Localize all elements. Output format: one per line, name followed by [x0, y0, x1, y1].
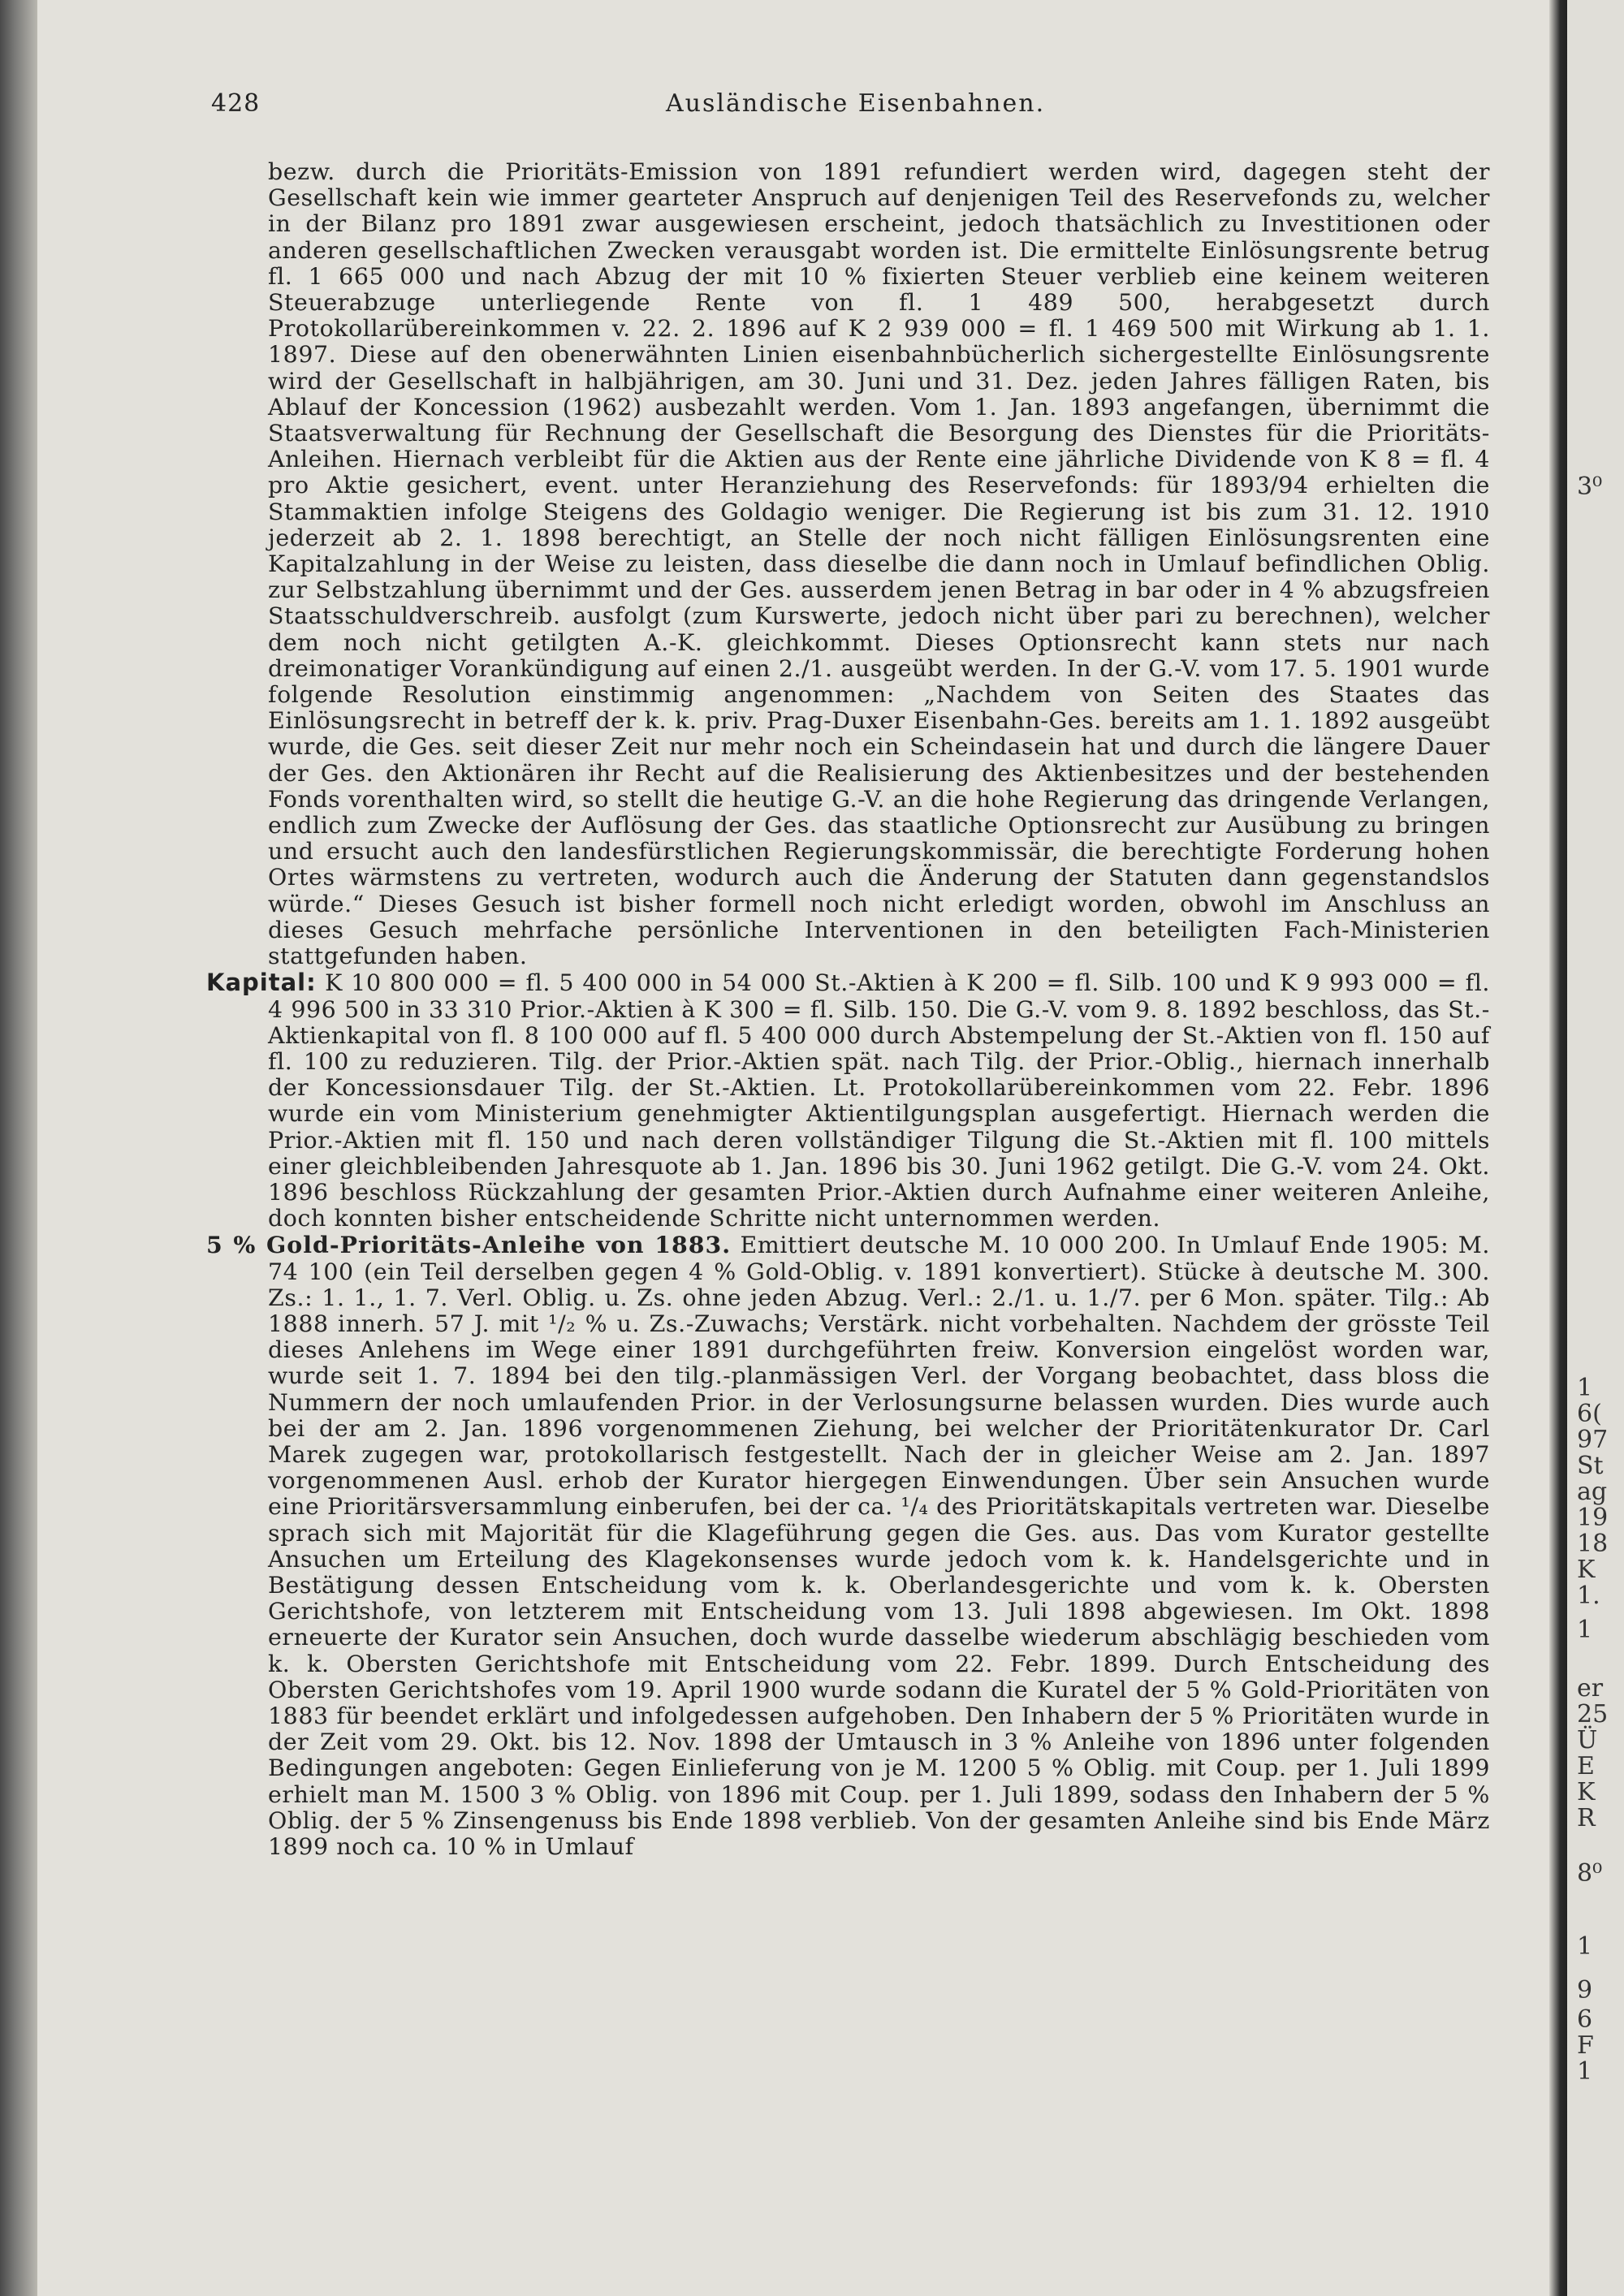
next-page-fragment: 1	[1577, 1616, 1593, 1644]
next-page-fragment: Ü	[1577, 1726, 1598, 1754]
next-page-fragment: 18	[1577, 1530, 1609, 1558]
section-gold-anleihe	[206, 1231, 1490, 1860]
next-page-fragment: 1	[1577, 1374, 1593, 1402]
next-page-fragment: St	[1577, 1452, 1604, 1480]
next-page-fragment: ag	[1577, 1478, 1608, 1506]
book-binding-left	[0, 0, 37, 2296]
next-page-fragment: K	[1577, 1778, 1596, 1806]
next-page-fragment: 8⁰	[1577, 1859, 1603, 1888]
next-page-fragment: R	[1577, 1804, 1596, 1832]
kapital-text: K 10 800 000 = fl. 5 400 000 in 54 000 St.-Aktien à K 200 = fl. Silb. 100 und K 9 993 000 = fl. 4 996 500 in 33 310 Prior.-Aktien à K 300 = fl. Silb. 150. Die G.-V. vom 9. 8. 1892 beschloss, das St.-Aktienkapital von fl. 8 100 000 auf fl. 5 400 000 durch Abstempelung der St.-Aktien von fl. 150 auf fl. 100 zu reduzieren. Tilg. der Prior.-Aktien spät. nach Tilg. der Prior.-Oblig., hiernach innerhalb der Koncessionsdauer Tilg. der St.-Aktien. Lt. Protokollarübereinkommen vom 22. Febr. 1896 wurde ein vom Ministerium genehmigter Aktientilgungsplan ausgefertigt. Hiernach werden die Prior.-Aktien mit fl. 150 und nach deren vollständiger Tilgung die St.-Aktien mit fl. 100 mittels einer gleichbleibenden Jahresquote ab 1. Jan. 1896 bis 30. Juni 1962 getilgt. Die G.-V. vom 24. Okt. 1896 beschloss Rückzahlung der gesamten Prior.-Aktien durch Aufnahme einer weiteren Anleihe, doch konnten bisher entscheidende Schritte nicht unternommen werden.	[268, 969, 1490, 1232]
next-page-fragment: 6	[1577, 2005, 1593, 2034]
next-page-fragment: er	[1577, 1674, 1604, 1703]
page-number: 428	[211, 89, 261, 118]
next-page-fragment: 1	[1577, 2057, 1593, 2086]
kapital-label: Kapital:	[206, 969, 317, 997]
next-page-fragment: 6(	[1577, 1400, 1602, 1428]
section-kapital	[206, 969, 1490, 1232]
body-text	[206, 158, 1490, 1860]
next-page-fragment: E	[1577, 1752, 1595, 1780]
gold-anleihe-text: Emittiert deutsche M. 10 000 200. In Umlauf Ende 1905: M. 74 100 (ein Teil derselben gegen 4 % Gold-Oblig. v. 1891 konvertiert). Stücke à deutsche M. 300. Zs.: 1. 1., 1. 7. Verl. Oblig. u. Zs. ohne jeden Abzug. Verl.: 2./1. u. 1./7. per 6 Mon. später. Tilg.: Ab 1888 innerh. 57 J. mit ¹/₂ % u. Zs.-Zuwachs; Verstärk. nicht vorbehalten. Nachdem der grösste Teil dieses Anlehens im Wege einer 1891 durchgeführten freiw. Konversion eingelöst worden war, wurde seit 1. 7. 1894 bei den tilg.-planmässigen Verl. der Vorgang beobachtet, dass bloss die Nummern der noch umlaufenden Prior. in der Verlosungsurne belassen wurden. Dies wurde auch bei der am 2. Jan. 1896 vorgenommenen Ziehung, bei welcher der Prioritätenkurator Dr. Carl Marek zugegen war, protokollarisch festgestellt. Nach der in gleicher Weise am 2. Jan. 1897 vorgenommenen Ausl. erhob der Kurator hiergegen Einwendungen. Über sein Ansuchen wurde eine Prioritärsversammlung einberufen, bei der ca. ¹/₄ des Prioritätskapitals vertreten war. Dieselbe sprach sich mit Majorität für die Klageführung gegen die Ges. aus. Das vom Kurator gestellte Ansuchen um Erteilung des Klagekonsenses wurde jedoch vom k. k. Handelsgerichte und in Bestätigung dessen Entscheidung vom k. k. Oberlandesgerichte und vom k. k. Obersten Gerichtshofe, von letzterem mit Entscheidung vom 13. Juli 1898 abgewiesen. Im Okt. 1898 erneuerte der Kurator sein Ansuchen, doch wurde dasselbe wiederum abschlägig beschieden vom k. k. Obersten Gerichtshofe mit Entscheidung vom 22. Febr. 1899. Durch Entscheidung des Obersten Gerichtshofes vom 19. April 1900 wurde sodann die Kuratel der 5 % Gold-Prioritäten von 1883 für beendet erklärt und infolgedessen aufgehoben. Den Inhabern der 5 % Prioritäten wurde in der Zeit vom 29. Okt. bis 12. Nov. 1898 der Umtausch in 3 % Anleihe von 1896 unter folgenden Bedingungen angeboten: Gegen Einlieferung von je M. 1200 5 % Oblig. mit Coup. per 1. Juli 1899 erhielt man M. 1500 3 % Oblig. von 1896 mit Coup. per 1. Juli 1899, sodass den Inhabern der 5 % Oblig. der 5 % Zinsengenuss bis Ende 1898 verblieb. Von der gesamten Anleihe sind bis Ende März 1899 noch ca. 10 % in Umlauf	[268, 1232, 1490, 1860]
next-page-fragment: K	[1577, 1556, 1596, 1584]
next-page-fragment: 1	[1577, 1932, 1593, 1961]
running-title: Ausländische Eisenbahnen.	[666, 89, 1046, 118]
next-page-fragment: 97	[1577, 1426, 1609, 1454]
next-page-fragment: 3⁰	[1577, 473, 1603, 501]
next-page-edge	[1567, 0, 1624, 2296]
next-page-fragment: 1.	[1577, 1582, 1600, 1610]
next-page-fragment: 9	[1577, 1976, 1593, 2005]
gold-anleihe-label: 5 % Gold-Prioritäts-Anleihe von 1883.	[206, 1231, 732, 1259]
next-page-fragment: 25	[1577, 1700, 1609, 1728]
paragraph-intro: bezw. durch die Prioritäts-Emission von 1891 refundiert werden wird, dagegen steht der Gesellschaft kein wie immer gearteter Anspruch auf denjenigen Teil des Reservefonds zu, welcher in der Bilanz pro 1891 zwar ausgewiesen erscheint, jedoch thatsächlich zu Investitionen oder anderen gesellschaftlichen Zwecken verausgabt worden ist. Die ermittelte Einlösungsrente betrug fl. 1 665 000 und nach Abzug der mit 10 % fixierten Steuer verblieb eine keinem weiteren Steuerabzuge unterliegende Rente von fl. 1 489 500, herabgesetzt durch Protokollarübereinkommen v. 22. 2. 1896 auf K 2 939 000 = fl. 1 469 500 mit Wirkung ab 1. 1. 1897. Diese auf den obenerwähnten Linien eisenbahnbücherlich sichergestellte Einlösungsrente wird der Gesellschaft in halbjährigen, am 30. Juni und 31. Dez. jeden Jahres fälligen Raten, bis Ablauf der Koncession (1962) ausbezahlt werden. Vom 1. Jan. 1893 angefangen, übernimmt die Staatsverwaltung für Rechnung der Gesellschaft die Besorgung des Dienstes für die Prioritäts-Anleihen. Hiernach verbleibt für die Aktien aus der Rente eine jährliche Dividende von K 8 = fl. 4 pro Aktie gesichert, event. unter Heranziehung des Reservefonds: für 1893/94 erhielten die Stammaktien infolge Steigens des Goldagio weniger. Die Regierung ist bis zum 31. 12. 1910 jederzeit ab 2. 1. 1898 berechtigt, an Stelle der noch nicht fälligen Einlösungsrenten eine Kapitalzahlung in der Weise zu leisten, dass dieselbe die dann noch in Umlauf befindlichen Oblig. zur Selbstzahlung übernimmt und der Ges. ausserdem jenen Betrag in bar oder in 4 % abzugsfreien Staatsschuldverschreib. ausfolgt (zum Kurswerte, jedoch nicht über pari zu berechnen), welcher dem noch nicht getilgten A.-K. gleichkommt. Dieses Optionsrecht kann stets nur nach dreimonatiger Vorankündigung auf einen 2./1. ausgeübt werden. In der G.-V. vom 17. 5. 1901 wurde folgende Resolution einstimmig angenommen: „Nachdem von Seiten des Staates das Einlösungsrecht in betreff der k. k. priv. Prag-Duxer Eisenbahn-Ges. bereits am 1. 1. 1892 ausgeübt wurde, die Ges. seit dieser Zeit nur mehr noch ein Scheindasein hat und durch die längere Dauer der Ges. den Aktionären ihr Recht auf die Realisierung des Aktienbesitzes und der bestehenden Fonds vorenthalten wird, so stellt die heutige G.-V. an die hohe Regierung das dringende Verlangen, endlich zum Zwecke der Auflösung der Ges. das staatliche Optionsrecht zur Ausübung zu bringen und ersucht auch den landesfürstlichen Regierungskommissär, die berechtigte Forderung hohen Ortes wärmstens zu vertreten, wodurch auch die Änderung der Statuten dann gegenstandslos würde.“ Dieses Gesuch ist bisher formell noch nicht erledigt worden, obwohl im Anschluss an dieses Gesuch mehrfache persönliche Interventionen in den beteiligten Fach-Ministerien stattgefunden haben.	[268, 158, 1490, 970]
next-page-fragment: F	[1577, 2031, 1594, 2060]
page-header	[211, 89, 1490, 122]
page-gutter	[1549, 0, 1567, 2296]
next-page-fragment: 19	[1577, 1504, 1609, 1532]
